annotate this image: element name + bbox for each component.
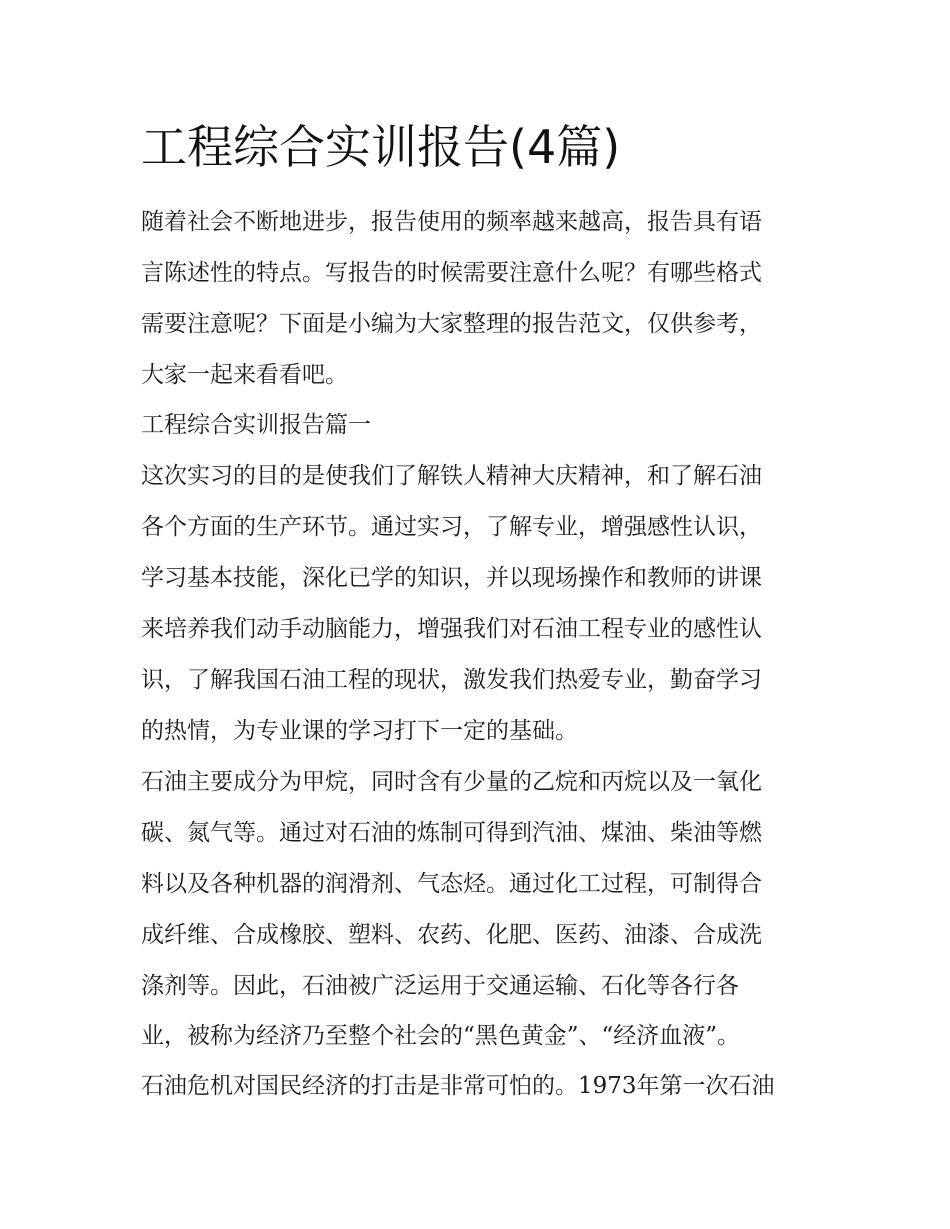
paragraph-2-line: 碳、氮气等。通过对石油的炼制可得到汽油、煤油、柴油等燃	[141, 820, 762, 846]
paragraph-2-line: 成纤维、合成橡胶、塑料、农药、化肥、医药、油漆、合成洗	[141, 922, 762, 948]
paragraph-1-line: 的热情，为专业课的学习打下一定的基础。	[141, 718, 578, 744]
intro-line: 需要注意呢？下面是小编为大家整理的报告范文，仅供参考，	[141, 311, 762, 337]
intro-line: 大家一起来看看吧。	[141, 362, 348, 388]
document-title: 工程综合实训报告(4篇)	[141, 120, 621, 174]
paragraph-2-line: 料以及各种机器的润滑剂、气态烃。通过化工过程，可制得合	[141, 871, 762, 897]
paragraph-1-line: 各个方面的生产环节。通过实习，了解专业，增强感性认识，	[141, 514, 762, 540]
paragraph-1-line: 来培养我们动手动脑能力，增强我们对石油工程专业的感性认	[141, 616, 762, 642]
paragraph-1-line: 学习基本技能，深化已学的知识，并以现场操作和教师的讲课	[141, 565, 762, 591]
paragraph-1-line: 这次实习的目的是使我们了解铁人精神大庆精神，和了解石油	[141, 463, 762, 489]
paragraph-3-line: 石油危机对国民经济的打击是非常可怕的。1973年第一次石油	[141, 1073, 775, 1099]
intro-line: 随着社会不断地进步，报告使用的频率越来越高，报告具有语	[141, 209, 762, 235]
paragraph-1-line: 识，了解我国石油工程的现状，激发我们热爱专业，勤奋学习	[141, 667, 762, 693]
paragraph-2-line: 业，被称为经济乃至整个社会的“黑色黄金”、“经济血液”。	[141, 1023, 741, 1049]
paragraph-2-line: 石油主要成分为甲烷，同时含有少量的乙烷和丙烷以及一氧化	[141, 769, 762, 795]
section-heading: 工程综合实训报告篇一	[141, 412, 371, 438]
paragraph-2-line: 涤剂等。因此，石油被广泛运用于交通运输、石化等各行各	[141, 973, 739, 999]
intro-line: 言陈述性的特点。写报告的时候需要注意什么呢？有哪些格式	[141, 260, 762, 286]
